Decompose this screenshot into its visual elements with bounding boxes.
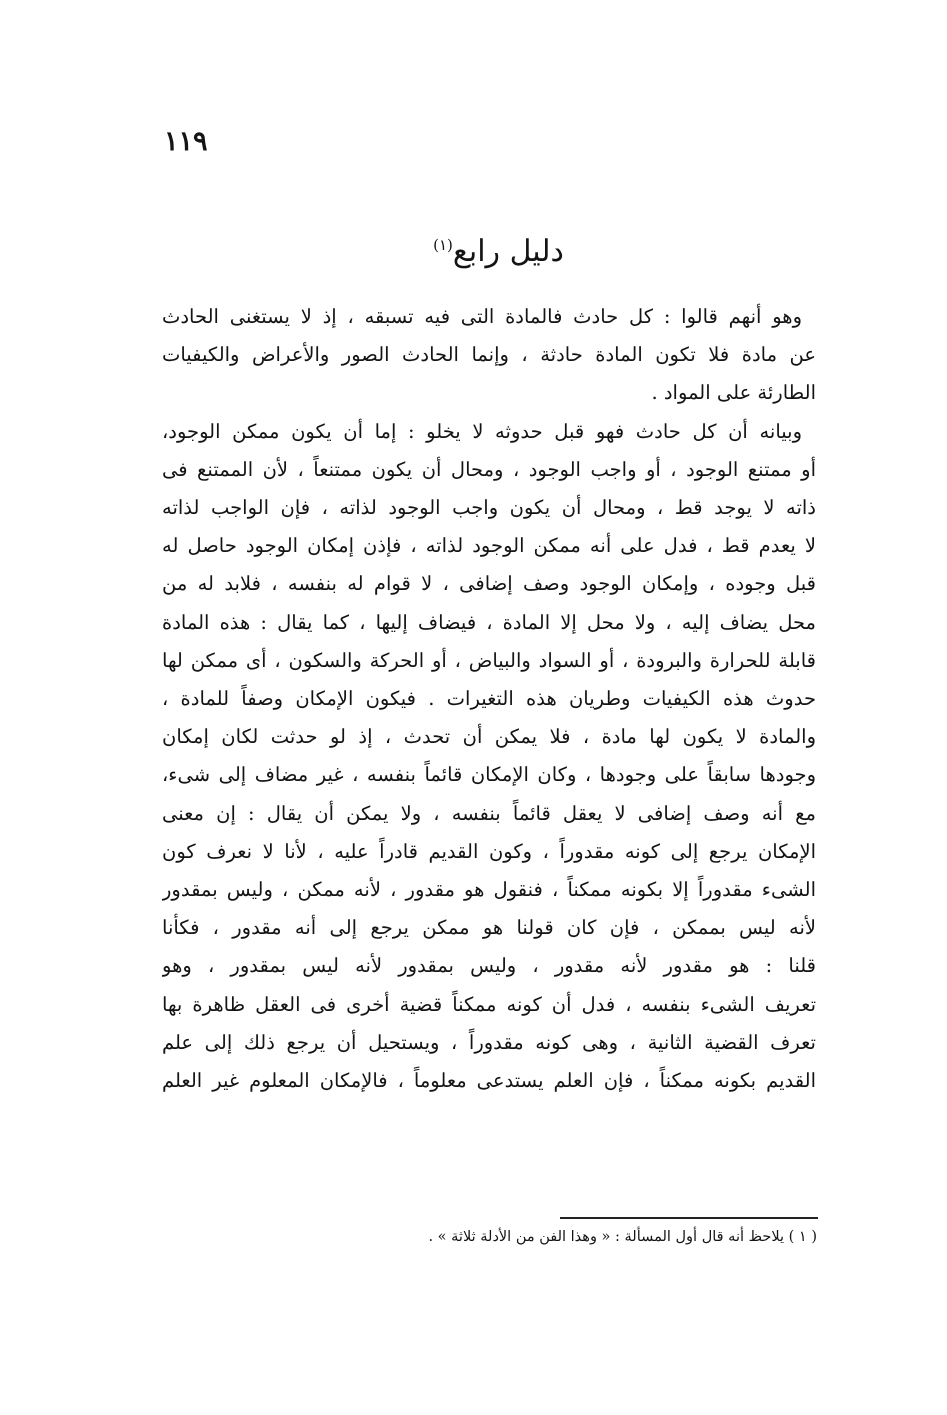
footnote-divider (560, 1217, 818, 1219)
text-line: الشىء مقدوراً إلا بكونه ممكناً ، فنقول هو مقدور ، لأنه ممكن ، وليس بمقدور (162, 878, 816, 902)
page-number: ١١٩ (164, 126, 208, 157)
text-line: قبل وجوده ، وإمكان الوجود وصف إضافى ، لا قوام له بنفسه ، فلابد له من (162, 572, 816, 596)
chapter-title (0, 234, 947, 269)
text-line: قلنا : هو مقدور لأنه مقدور ، وليس بمقدور لأنه ليس بمقدور ، وهو (162, 954, 816, 978)
text-line: تعرف القضية الثانية ، وهى كونه مقدوراً ، ويستحيل أن يرجع ذلك إلى علم (162, 1030, 816, 1054)
text-line: قابلة للحرارة والبرودة ، أو السواد والبياض ، أو الحركة والسكون ، أى ممكن لها (162, 648, 816, 672)
text-line: وجودها سابقاً على وجودها ، وكان الإمكان قائماً بنفسه ، غير مضاف إلى شىء، (162, 763, 816, 787)
text-line: تعريف الشىء بنفسه ، فدل أن كونه ممكناً قضية أخرى فى العقل ظاهرة بها (162, 992, 816, 1016)
text-line: الإمكان يرجع إلى كونه مقدوراً ، وكون القديم قادراً عليه ، لأنا لا نعرف كون (162, 839, 816, 863)
text-line: وهو أنهم قالوا : كل حادث فالمادة التى فيه تسبقه ، إذ لا يستغنى الحادث (162, 305, 802, 328)
text-line: والمادة لا يكون لها مادة ، فلا يمكن أن تحدث ، إذ لو حدثت لكان إمكان (162, 725, 816, 749)
body-text (162, 298, 816, 1100)
text-line: القديم بكونه ممكناً ، فإن العلم يستدعى معلوماً ، فالإمكان المعلوم غير العلم (162, 1069, 816, 1093)
text-line: حدوث هذه الكيفيات وطريان هذه التغيرات . فيكون الإمكان وصفاً للمادة ، (162, 687, 816, 711)
text-line: لأنه ليس بممكن ، فإن كان قولنا هو ممكن يرجع إلى أنه مقدور ، فكأنا (162, 916, 816, 940)
text-line: الطارئة على المواد . (651, 381, 816, 405)
chapter-title-text: دليل رابع (452, 234, 564, 269)
title-footnote-mark: (١) (433, 236, 453, 254)
text-line: محل يضاف إليه ، ولا محل إلا المادة ، فيضاف إليها ، كما يقال : هذه المادة (162, 610, 816, 634)
footnote: ( ١ ) يلاحظ أنه قال أول المسألة : « وهذا الفن من الأدلة ثلاثة » . (428, 1229, 817, 1245)
text-line: أو ممتنع الوجود ، أو واجب الوجود ، ومحال أن يكون ممتنعاً ، لأن الممتنع فى (162, 457, 816, 481)
text-line: مع أنه وصف إضافى لا يعقل قائماً بنفسه ، ولا يمكن أن يقال : إن معنى (162, 801, 816, 825)
paragraph-2 (162, 413, 816, 1101)
text-line: لا يعدم قط ، فدل على أنه ممكن الوجود لذاته ، فإذن إمكان الوجود حاصل له (162, 534, 816, 558)
text-line: عن مادة فلا تكون المادة حادثة ، وإنما الحادث الصور والأعراض والكيفيات (162, 343, 816, 367)
text-line: ذاته لا يوجد قط ، ومحال أن يكون واجب الوجود لذاته ، فإن الواجب لذاته (162, 496, 816, 520)
paragraph-1 (162, 298, 816, 413)
text-line: وبيانه أن كل حادث فهو قبل حدوثه لا يخلو : إما أن يكون ممكن الوجود، (162, 419, 802, 443)
